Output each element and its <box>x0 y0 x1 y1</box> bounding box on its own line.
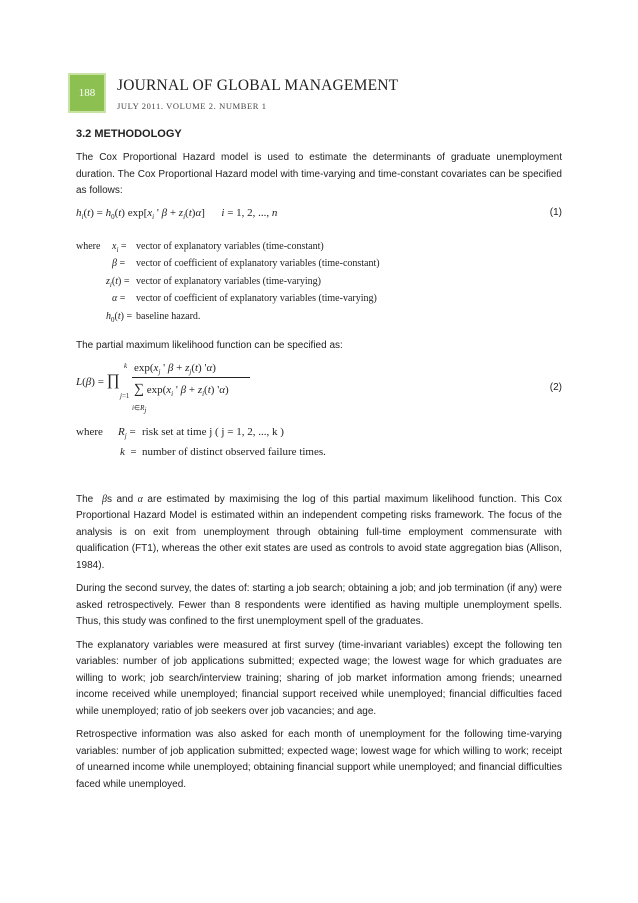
definition-symbol: k = <box>120 445 137 458</box>
text-fragment: s and <box>106 493 134 505</box>
journal-title: JOURNAL OF GLOBAL MANAGEMENT <box>117 77 399 94</box>
paragraph-survey: During the second survey, the dates of: starting a job search; obtaining a job; and job termination (if any) were asked retrospectively. Fewer than 8 respondents were identified as having multiple unemployment spells. Thus, this study was confined to the first unemployment spell of the graduates. <box>76 583 562 627</box>
fraction-bar <box>132 377 250 378</box>
equation-2-number: (2) <box>549 381 562 393</box>
equation-2-lhs: L(β) = ∏ <box>76 371 120 389</box>
section-heading: 3.2 METHODOLOGY <box>76 128 182 140</box>
definition-row <box>76 311 562 329</box>
fraction-denominator: ∑ $\exp(x_i$ ' $\beta + z_i(t)$ 'α) <box>134 381 229 398</box>
definition-symbol: $h_0(t)$ = <box>106 310 133 324</box>
paragraph-estimation <box>76 492 562 575</box>
definition-row <box>76 258 562 276</box>
definition-row <box>76 293 562 311</box>
sum-lower: $i\in R_j$ <box>132 403 147 414</box>
definition-text: vector of coefficient of explanatory variables (time-varying) <box>136 293 377 304</box>
definition-row <box>76 241 562 259</box>
paragraph-variables: The explanatory variables were measured at first survey (time-invariant variables) except the following ten variables: number of job applications submitted; expected wage; the lowest wage for which graduates are willing to work; job search/interview training; sharing of job market information among friends; unearned income received while unemployed; financial support received while unemployed; financial difficulties faced while unemployed; ratio of job seekers over job vacancies; and age. <box>76 639 562 717</box>
equation-1-number: (1) <box>549 206 562 218</box>
equation-1-expression: $h_i(t) = h_0(t)$ $\exp[x_i$ ' $\beta + z_i(t)\alpha$] i = 1, 2, ..., n <box>76 206 278 221</box>
definition-symbol: $R_j$ = <box>118 425 136 440</box>
definition-symbol: β = <box>112 258 126 269</box>
fraction-numerator: $\exp(x_j$ ' $\beta + z_j(t)$ 'α) <box>134 361 216 376</box>
definition-text: vector of explanatory variables (time-constant) <box>136 240 324 252</box>
paragraph-retrospective: Retrospective information was also asked for each month of unemployment for the following time-varying variables: number of job application submitted; expected wage; lowest wage for which willing to work; receipt of unearned income while unemployed; obtaining financial support while unemployed; and financial difficulties faced while unemployed. <box>76 729 562 790</box>
journal-issue: JULY 2011. VOLUME 2. NUMBER 1 <box>117 101 267 111</box>
equation-1 <box>76 207 562 227</box>
text-fragment: The <box>76 493 94 505</box>
paragraph-likelihood-intro: The partial maximum likelihood function can be specified as: <box>76 340 343 351</box>
product-lower: j=1 <box>120 391 130 400</box>
definition-row <box>76 426 562 446</box>
definition-symbol: $z_i(t)$ = <box>106 275 130 289</box>
beta-symbol: β <box>97 493 107 505</box>
definition-symbol: α = <box>112 293 126 304</box>
product-upper: k <box>124 361 128 370</box>
definition-symbol: $x_i$ = <box>112 240 127 254</box>
definition-text: number of distinct observed failure times. <box>142 445 326 458</box>
definition-text: baseline hazard. <box>136 310 201 322</box>
equation-2 <box>76 362 562 420</box>
page-number-badge: 188 <box>68 73 106 113</box>
where-label: where <box>76 240 101 252</box>
alpha-symbol: α <box>137 493 143 505</box>
definition-row <box>76 276 562 294</box>
text-fragment: are estimated by maximising the log of this partial maximum likelihood function. This Cox Proportional Hazard Model is estimated within an independent competing risks framework. The focus of the analysis is on exit from unemployment through obtaining full-time employment commensurate with qualification (FT1), whereas the other exit states are used as controls to avoid state aggregation bias (Allison, 1984). <box>76 493 563 571</box>
definition-text: vector of coefficient of explanatory variables (time-constant) <box>136 258 380 269</box>
paragraph-intro: The Cox Proportional Hazard model is used to estimate the determinants of graduate unemployment duration. The Cox Proportional Hazard model with time-varying and time-constant covariates can be specified as follows: <box>76 152 562 196</box>
definition-text: vector of explanatory variables (time-varying) <box>136 275 321 287</box>
definition-row <box>76 446 562 466</box>
article-body <box>76 128 562 800</box>
definitions-2 <box>76 426 562 466</box>
definition-text: risk set at time j ( j = 1, 2, ..., k ) <box>142 425 284 438</box>
where-label: where <box>76 425 103 438</box>
definitions-1 <box>76 241 562 329</box>
